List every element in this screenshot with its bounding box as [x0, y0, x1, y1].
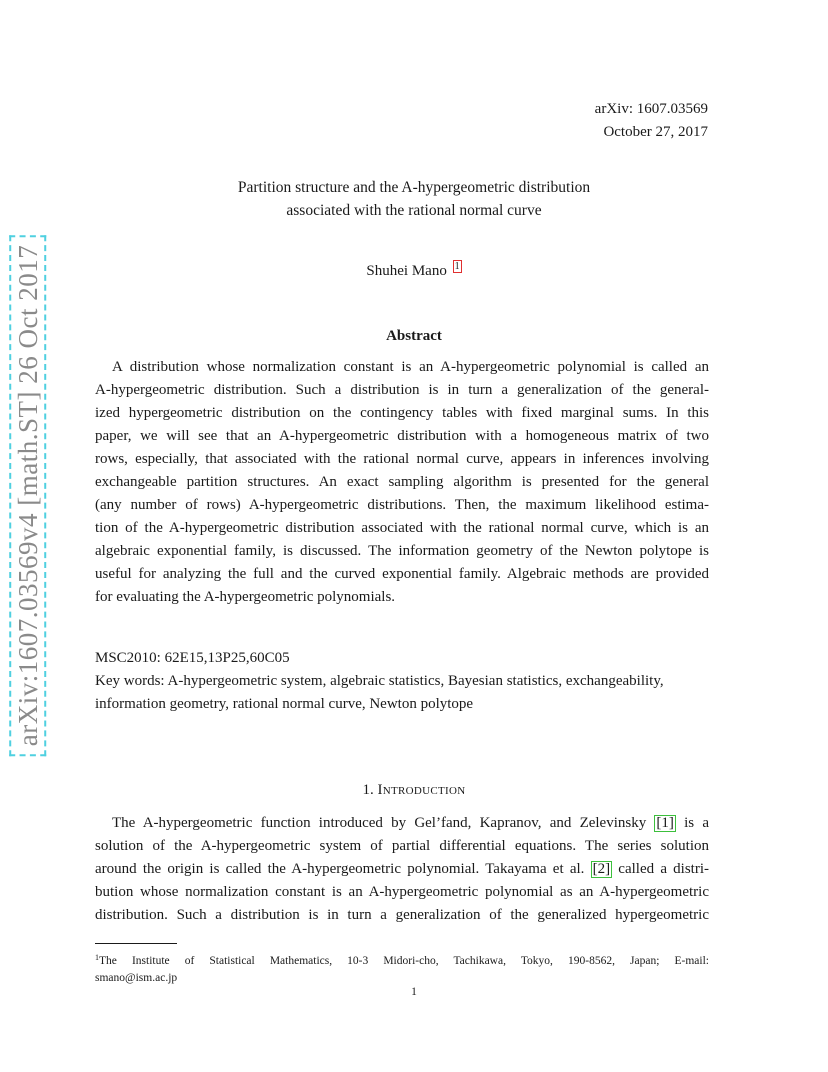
author-name: Shuhei Mano	[366, 263, 447, 279]
abstract-line: for evaluating the A-hypergeometric polynomials.	[95, 589, 396, 605]
citation-link[interactable]: [2]	[592, 861, 611, 877]
intro-text: The A-hypergeometric function introduced by Gel’fand, Kapranov, and Zelevinsky	[112, 815, 655, 831]
section-number: 1.	[362, 782, 374, 798]
msc-classification	[95, 647, 709, 670]
section-heading-introduction	[0, 782, 828, 799]
msc-line: MSC2010: 62E15,13P25,60C05	[95, 650, 290, 666]
paper-header-meta	[595, 98, 708, 144]
keywords	[95, 670, 709, 716]
intro-line: solution of the A-hypergeometric system of partial differential equations. The series solution	[95, 838, 709, 854]
abstract-line: rows, especially, that associated with the rational normal curve, appears in inferences involving	[95, 451, 709, 467]
footnote	[95, 948, 709, 988]
intro-text: is a	[675, 815, 709, 831]
footnote-line-2: smano@ism.ac.jp	[95, 972, 178, 984]
intro-line: distribution. Such a distribution is in turn a generalization of the generalized hypergeometric	[95, 907, 709, 923]
author-line	[0, 260, 828, 280]
footnote-line-1	[95, 948, 709, 968]
citation-link[interactable]: [1]	[656, 815, 674, 831]
title-line-1: Partition structure and the A-hypergeometric distribution	[237, 179, 591, 196]
author-footnote-link[interactable]: 1	[454, 261, 460, 272]
footnote-rule	[95, 943, 177, 944]
arxiv-side-stamp	[2, 240, 54, 750]
footnote-mark: 1	[95, 953, 99, 962]
intro-text: called a distri-	[612, 861, 709, 877]
abstract-line: A distribution whose normalization constant is an A-hypergeometric polynomial is called an	[112, 359, 709, 375]
abstract-line: (any number of rows) A-hypergeometric distributions. Then, the maximum likelihood estima-	[95, 497, 709, 513]
abstract-line: tion of the A-hypergeometric distribution associated with the rational normal curve, which is an	[95, 520, 709, 536]
paper-date: October 27, 2017	[603, 124, 708, 140]
keywords-line-2: information geometry, rational normal curve, Newton polytope	[95, 696, 474, 712]
abstract-line: A-hypergeometric distribution. Such a distribution is in turn a generalization of the general-	[95, 382, 709, 398]
intro-line	[95, 858, 709, 881]
abstract-line: exchangeable partition structures. An exact sampling algorithm is presented for the general	[95, 474, 709, 490]
introduction-body	[95, 812, 709, 927]
intro-line: bution whose normalization constant is an A-hypergeometric polynomial as an A-hypergeometric	[95, 884, 709, 900]
abstract-body	[95, 356, 709, 609]
abstract-line: useful for analyzing the full and the curved exponential family. Algebraic methods are provided	[95, 566, 709, 582]
abstract-line: ized hypergeometric distribution on the contingency tables with fixed marginal sums. In this	[95, 405, 709, 421]
section-title: Introduction	[377, 782, 466, 798]
footnote-text: The Institute of Statistical Mathematics, 10-3 Midori-cho, Tachikawa, Tokyo, 190-8562, Japan; E-mail:	[99, 955, 709, 967]
abstract-line: paper, we will see that an A-hypergeometric distribution with a homogeneous matrix of two	[95, 428, 709, 444]
arxiv-stamp-text[interactable]: arXiv:1607.03569v4 [math.ST] 26 Oct 2017	[10, 234, 47, 755]
intro-text: around the origin is called the A-hypergeometric polynomial. Takayama et al.	[95, 861, 591, 877]
arxiv-id: arXiv: 1607.03569	[594, 101, 708, 117]
abstract-line: algebraic exponential family, is discussed. The information geometry of the Newton polytope is	[95, 543, 709, 559]
keywords-line-1: Key words: A-hypergeometric system, algebraic statistics, Bayesian statistics, exchangeability,	[95, 673, 664, 689]
paper-title	[0, 176, 828, 222]
title-line-2: associated with the rational normal curve	[286, 202, 542, 219]
intro-line	[95, 812, 709, 835]
page-number: 1	[411, 986, 417, 998]
abstract-heading: Abstract	[386, 328, 442, 344]
